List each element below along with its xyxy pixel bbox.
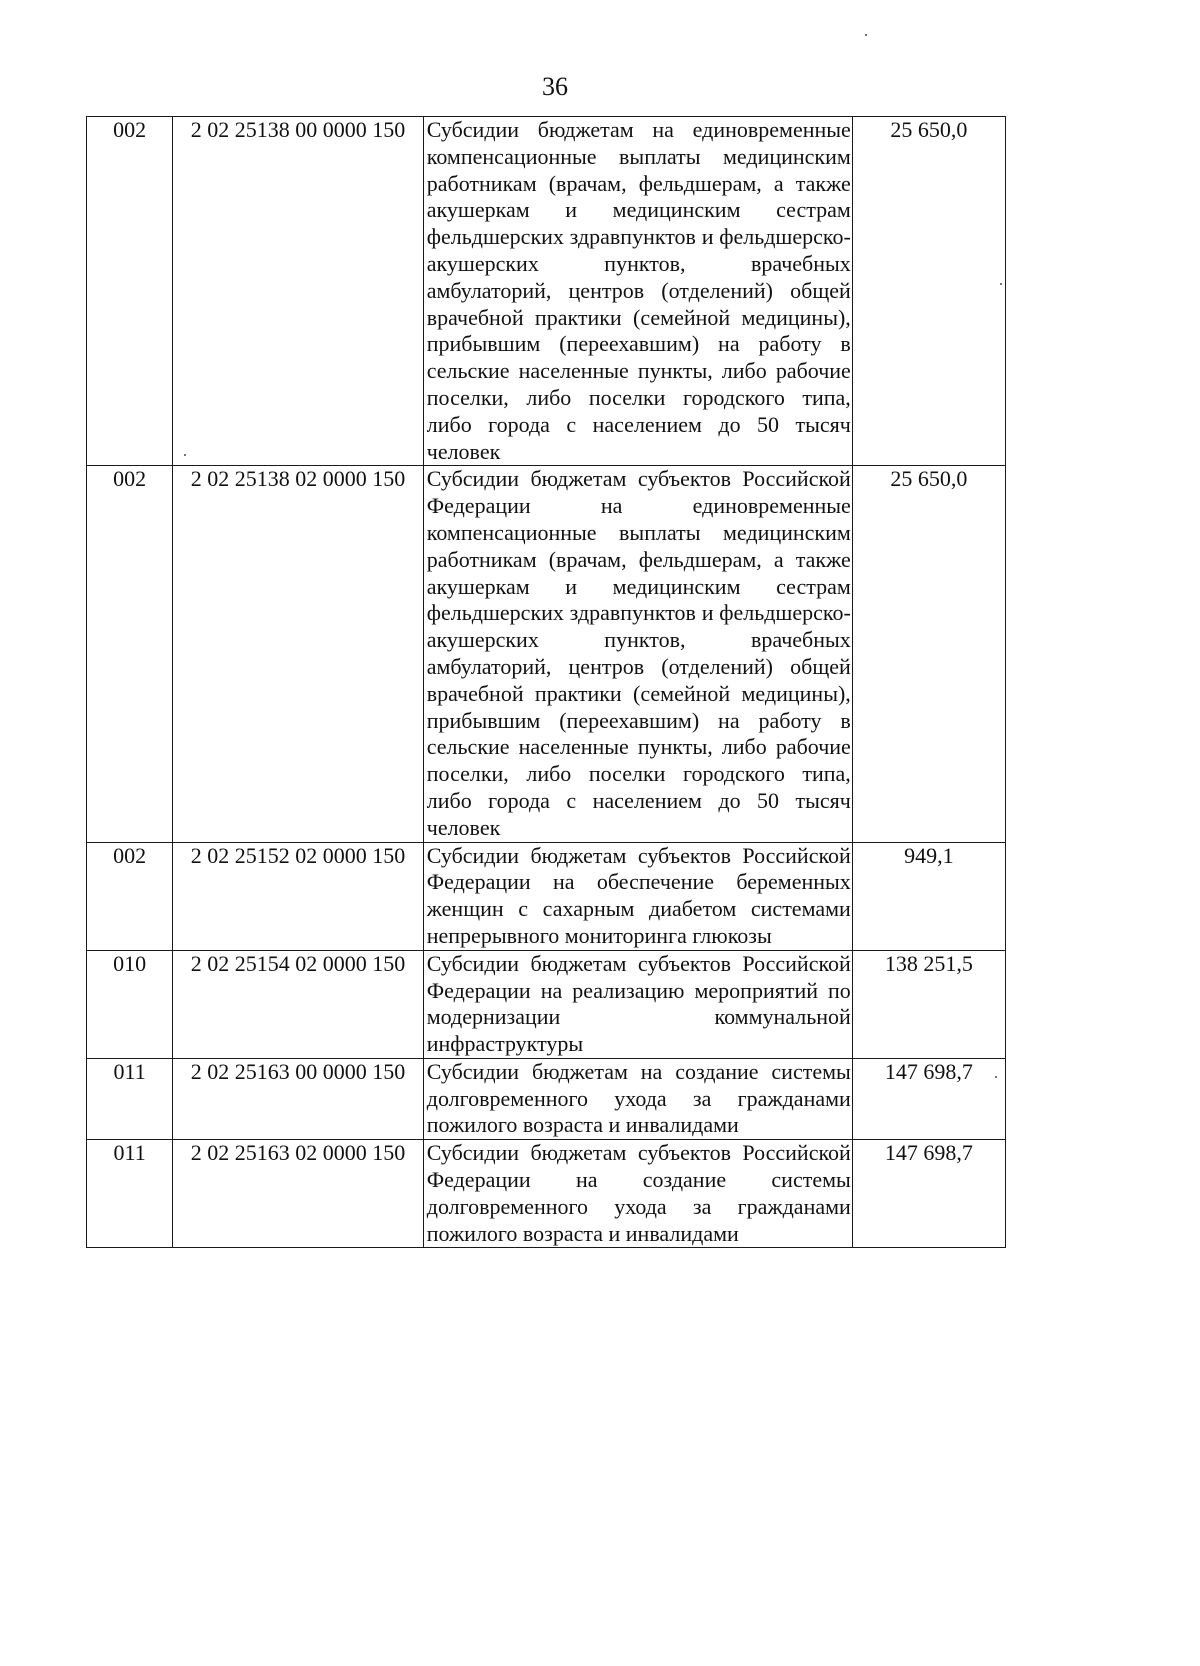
admin-code-cell: 002 (87, 117, 173, 466)
budget-code-cell: 2 02 25163 02 0000 150 (173, 1140, 424, 1248)
admin-code-cell: 011 (87, 1058, 173, 1139)
scan-speck (1000, 283, 1002, 285)
table-row (87, 950, 1006, 1058)
budget-code-cell: 2 02 25163 00 0000 150 (173, 1058, 424, 1139)
page-number: 36 (542, 72, 568, 101)
amount-cell: 147 698,7 (852, 1140, 1005, 1248)
amount-cell: 25 650,0 (852, 466, 1005, 842)
budget-code-cell: 2 02 25138 02 0000 150 (173, 466, 424, 842)
budget-table (86, 116, 1006, 1248)
admin-code-cell: 002 (87, 842, 173, 950)
scan-speck (184, 454, 186, 456)
revenue-name-cell: Субсидии бюджетам субъектов Российской Федерации на реализацию мероприятий по модернизации коммунальной инфраструктуры (423, 950, 852, 1058)
budget-code-cell: 2 02 25152 02 0000 150 (173, 842, 424, 950)
admin-code-cell: 011 (87, 1140, 173, 1248)
table-row (87, 117, 1006, 466)
scan-speck (865, 34, 867, 36)
revenue-name-cell: Субсидии бюджетам на единовременные компенсационные выплаты медицинским работникам (врачам, фельдшерам, а также акушеркам и медицинским сестрам фельдшерских здравпунктов и фельдшерско-акушерских пунктов, врачебных амбулаторий, центров (отделений) общей врачебной практики (семейной медицины), прибывшим (переехавшим) на работу в сельские населенные пункты, либо рабочие поселки, либо поселки городского типа, либо города с населением до 50 тысяч человек (423, 117, 852, 466)
revenue-name-cell: Субсидии бюджетам субъектов Российской Федерации на единовременные компенсационные выплаты медицинским работникам (врачам, фельдшерам, а также акушеркам и медицинским сестрам фельдшерских здравпунктов и фельдшерско-акушерских пунктов, врачебных амбулаторий, центров (отделений) общей врачебной практики (семейной медицины), прибывшим (переехавшим) на работу в сельские населенные пункты, либо рабочие поселки, либо поселки городского типа, либо города с населением до 50 тысяч человек (423, 466, 852, 842)
table-row (87, 1140, 1006, 1248)
amount-cell: 138 251,5 (852, 950, 1005, 1058)
admin-code-cell: 010 (87, 950, 173, 1058)
budget-code-cell: 2 02 25154 02 0000 150 (173, 950, 424, 1058)
amount-cell: 25 650,0 (852, 117, 1005, 466)
table-row (87, 466, 1006, 842)
budget-code-cell: 2 02 25138 00 0000 150 (173, 117, 424, 466)
table-row (87, 1058, 1006, 1139)
scan-speck (995, 1076, 997, 1078)
amount-cell: 147 698,7 (852, 1058, 1005, 1139)
admin-code-cell: 002 (87, 466, 173, 842)
revenue-name-cell: Субсидии бюджетам субъектов Российской Федерации на создание системы долговременного ухода за гражданами пожилого возраста и инвалидами (423, 1140, 852, 1248)
revenue-name-cell: Субсидии бюджетам на создание системы долговременного ухода за гражданами пожилого возраста и инвалидами (423, 1058, 852, 1139)
table-row (87, 842, 1006, 950)
revenue-name-cell: Субсидии бюджетам субъектов Российской Федерации на обеспечение беременных женщин с сахарным диабетом системами непрерывного мониторинга глюкозы (423, 842, 852, 950)
amount-cell: 949,1 (852, 842, 1005, 950)
